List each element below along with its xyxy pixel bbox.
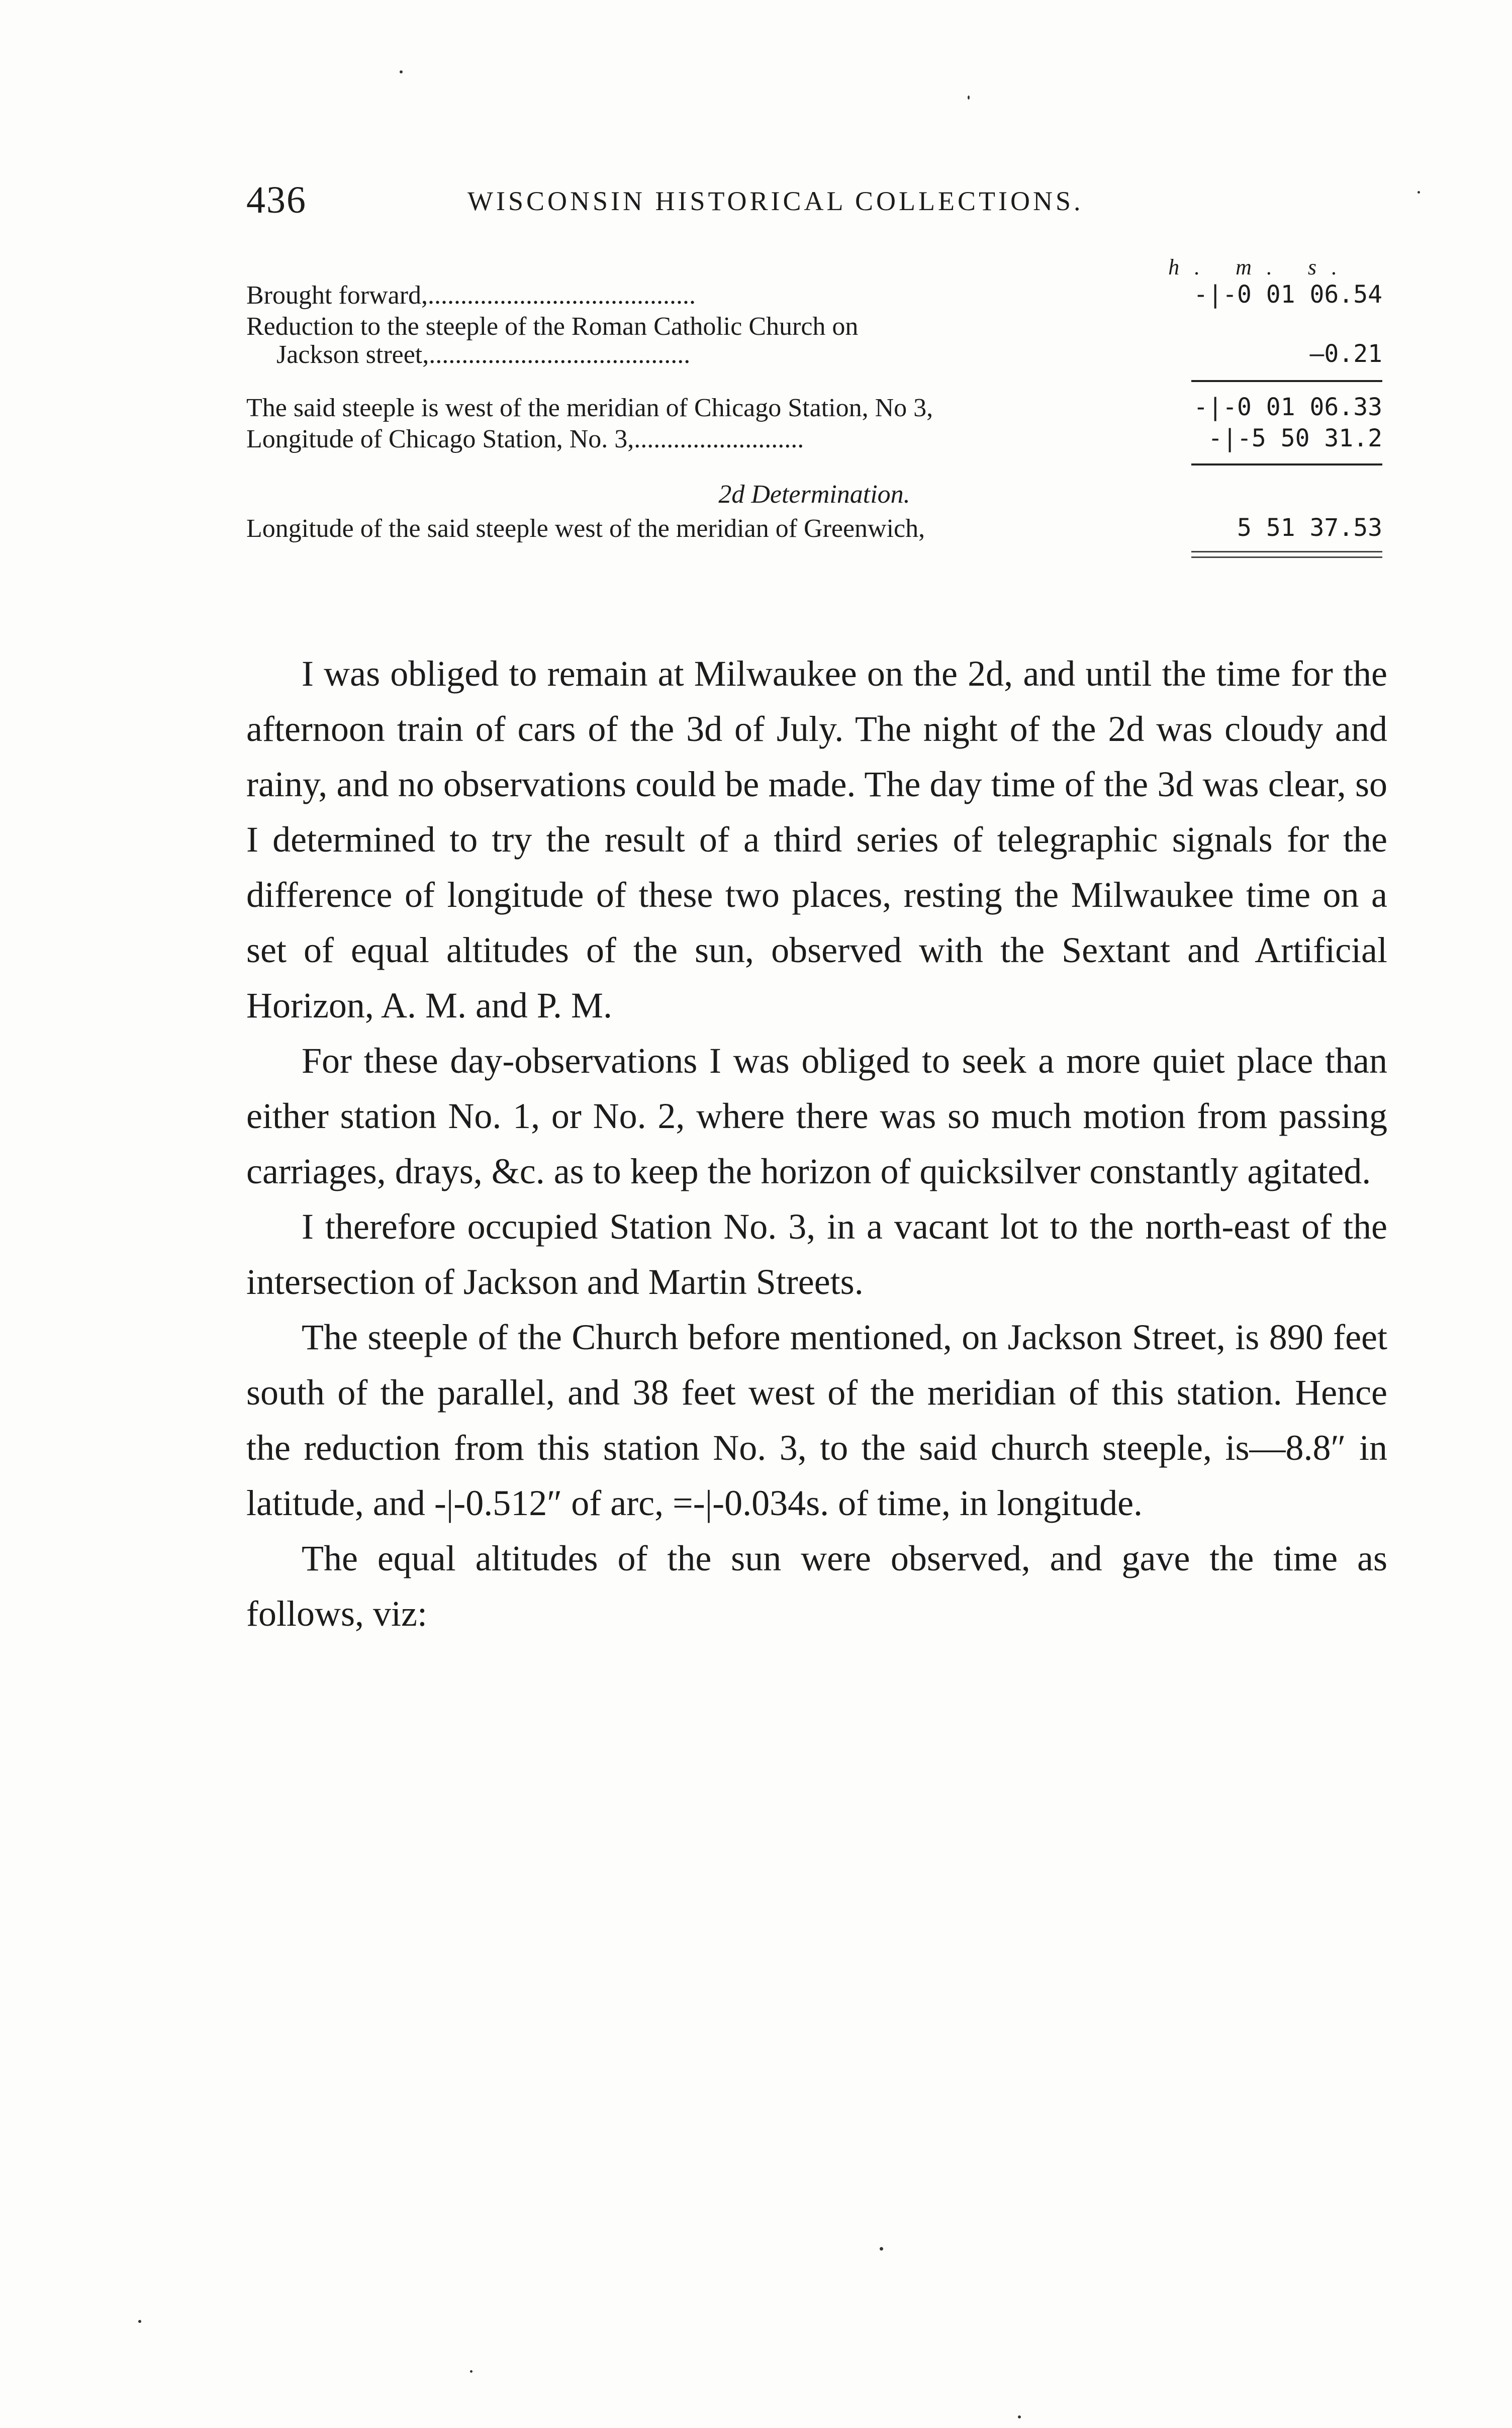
paper-speck [470, 2370, 472, 2373]
ledger-row-value: -|-0 01 06.33 [1193, 393, 1382, 421]
paper-speck [400, 70, 403, 73]
ledger-row [246, 283, 1382, 314]
body-text [246, 646, 1387, 1641]
ledger-units: h. m. s. [1168, 255, 1352, 279]
ledger-result-label: Longitude of the said steeple west of the meridian of Greenwich, [246, 514, 925, 543]
ledger-row-value: —0.21 [1309, 340, 1382, 368]
paragraph: The steeple of the Church before mentioned, on Jackson Street, is 890 feet south of the parallel, and 38 feet west of the meridian of this station. Hence the reduction from this station No. 3, to the said church steeple, is—8.8″ in latitude, and -|-0.512″ of arc, =-|-0.034s. of time, in longitude. [246, 1317, 1387, 1523]
ledger-rule-wrap [246, 549, 1382, 569]
ledger-row [246, 426, 1382, 457]
ledger-result-row [246, 516, 1382, 549]
ledger-row-label: Jackson street,........................................ [276, 340, 691, 369]
ledger-units-row [246, 256, 1382, 283]
paper-speck [1418, 191, 1420, 194]
determination-heading: 2d Determination. [718, 480, 910, 509]
paper-speck [1018, 2415, 1021, 2418]
running-title: WISCONSIN HISTORICAL COLLECTIONS. [467, 186, 1084, 216]
longitude-ledger [246, 256, 1382, 569]
determination-heading-row [246, 478, 1382, 516]
ledger-row-label: Reduction to the steeple of the Roman Catholic Church on [246, 312, 859, 341]
running-head [246, 178, 1382, 224]
paper-speck [880, 2247, 883, 2251]
paper-speck [968, 96, 970, 100]
result-double-rule [1191, 551, 1382, 558]
paragraph: I therefore occupied Station No. 3, in a vacant lot to the north-east of the intersection of Jackson and Martin Streets. [246, 1206, 1387, 1302]
sum-rule [1191, 463, 1382, 465]
ledger-row-label: The said steeple is west of the meridian of Chicago Station, No 3, [246, 394, 933, 422]
ledger-row [246, 395, 1382, 426]
paragraph: For these day-observations I was obliged to seek a more quiet place than either station No. 1, or No. 2, where there was so much motion from passing carriages, drays, &c. as to keep the horizon of quicksilver constantly agitated. [246, 1041, 1387, 1191]
paragraph: The equal altitudes of the sun were observed, and gave the time as follows, viz: [246, 1538, 1387, 1634]
ledger-result-value: 5 51 37.53 [1237, 514, 1382, 542]
ledger-row-value: -|-0 01 06.54 [1193, 281, 1382, 309]
ledger-rule-wrap [246, 373, 1382, 395]
ledger-row-value: -|-5 50 31.2 [1208, 424, 1382, 452]
ledger-row [246, 314, 1382, 342]
ledger-row [246, 342, 1382, 373]
page-number: 436 [246, 179, 307, 221]
ledger-row-label: Brought forward,......................................... [246, 281, 696, 310]
paragraph: I was obliged to remain at Milwaukee on the 2d, and until the time for the afternoon train of cars of the 3d of July. The night of the 2d was cloudy and rainy, and no observations could be made. The day time of the 3d was clear, so I determined to try the result of a third series of telegraphic signals for the difference of longitude of these two places, resting the Milwaukee time on a set of equal altitudes of the sun, observed with the Sextant and Artificial Horizon, A. M. and P. M. [246, 653, 1387, 1025]
ledger-rule-wrap [246, 457, 1382, 478]
paper-speck [138, 2320, 141, 2323]
sum-rule [1191, 380, 1382, 382]
ledger-row-label: Longitude of Chicago Station, No. 3,.......................... [246, 425, 804, 453]
